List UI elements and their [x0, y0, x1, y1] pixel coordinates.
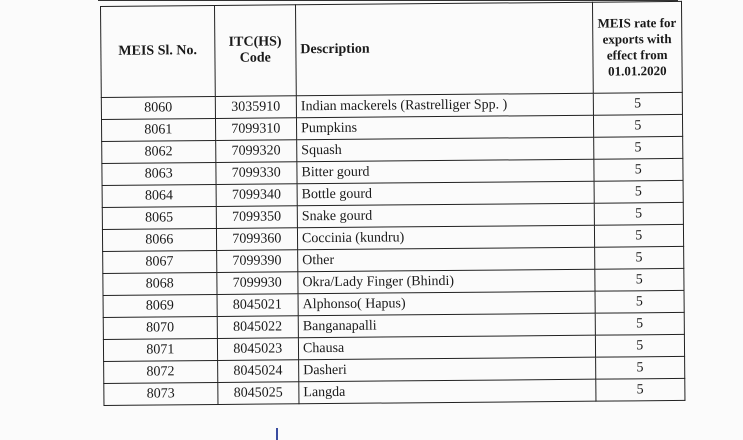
header-meis-rate: MEIS rate for exports with effect from 01.01.2020 — [592, 1, 682, 93]
cell-description: Chausa — [298, 335, 595, 360]
cell-itc-code: 8045023 — [217, 338, 299, 361]
cell-sl-no: 8070 — [103, 316, 217, 339]
cell-description: Pumpkins — [296, 115, 593, 140]
cell-itc-code: 7099330 — [215, 162, 297, 185]
cell-itc-code: 7099320 — [215, 140, 297, 163]
cell-rate: 5 — [595, 290, 685, 313]
cell-itc-code: 8045024 — [217, 360, 299, 383]
cell-rate: 5 — [593, 92, 683, 115]
cell-rate: 5 — [595, 378, 685, 401]
cell-description: Bottle gourd — [297, 181, 594, 206]
cell-description: Banganapalli — [298, 313, 595, 338]
cell-rate: 5 — [593, 158, 683, 181]
cell-description: Other — [298, 247, 595, 272]
cell-itc-code: 8045022 — [217, 316, 299, 339]
cell-sl-no: 8065 — [102, 206, 216, 229]
cell-rate: 5 — [593, 114, 683, 137]
cell-itc-code: 8045025 — [217, 382, 299, 405]
cell-sl-no: 8071 — [103, 338, 217, 361]
cell-rate: 5 — [594, 268, 684, 291]
cell-sl-no: 8062 — [102, 140, 216, 163]
cell-description: Langda — [299, 379, 596, 404]
cell-itc-code: 7099390 — [216, 250, 298, 273]
table-body — [101, 92, 685, 405]
cell-description: Squash — [297, 137, 594, 162]
ink-mark — [276, 428, 278, 440]
cell-description: Dasheri — [299, 357, 596, 382]
cell-itc-code: 7099930 — [216, 272, 298, 295]
table-header-row — [101, 1, 683, 97]
cell-rate: 5 — [593, 136, 683, 159]
cell-sl-no: 8064 — [102, 184, 216, 207]
cell-sl-no: 8061 — [101, 119, 215, 142]
cell-sl-no: 8072 — [104, 360, 218, 383]
header-itc-code: ITC(HS) Code — [214, 5, 296, 97]
cell-sl-no: 8063 — [102, 162, 216, 185]
cell-itc-code: 7099350 — [216, 206, 298, 229]
cell-sl-no: 8066 — [102, 228, 216, 251]
cell-sl-no: 8069 — [103, 294, 217, 317]
cell-description: Coccinia (kundru) — [297, 225, 594, 250]
cell-description: Indian mackerels (Rastrelliger Spp. ) — [296, 93, 593, 118]
header-description: Description — [295, 2, 592, 96]
cell-rate: 5 — [595, 334, 685, 357]
cell-description: Snake gourd — [297, 203, 594, 228]
cell-itc-code: 8045021 — [217, 294, 299, 317]
cell-description: Alphonso( Hapus) — [298, 291, 595, 316]
cell-sl-no: 8068 — [103, 272, 217, 295]
cell-sl-no: 8067 — [103, 250, 217, 273]
cell-description: Bitter gourd — [297, 159, 594, 184]
header-sl-no: MEIS Sl. No. — [101, 6, 215, 98]
cell-description: Okra/Lady Finger (Bhindi) — [298, 269, 595, 294]
cell-itc-code: 7099310 — [215, 118, 297, 141]
cell-rate: 5 — [594, 246, 684, 269]
cell-itc-code: 7099340 — [216, 184, 298, 207]
cell-sl-no: 8060 — [101, 97, 215, 120]
cell-itc-code: 7099360 — [216, 228, 298, 251]
cell-rate: 5 — [594, 202, 684, 225]
table-row — [104, 378, 685, 405]
cell-itc-code: 3035910 — [215, 96, 297, 119]
cell-rate: 5 — [594, 224, 684, 247]
cell-rate: 5 — [595, 356, 685, 379]
meis-rate-table — [100, 1, 685, 406]
cell-rate: 5 — [595, 312, 685, 335]
cell-sl-no: 8073 — [104, 382, 218, 405]
cell-rate: 5 — [594, 180, 684, 203]
